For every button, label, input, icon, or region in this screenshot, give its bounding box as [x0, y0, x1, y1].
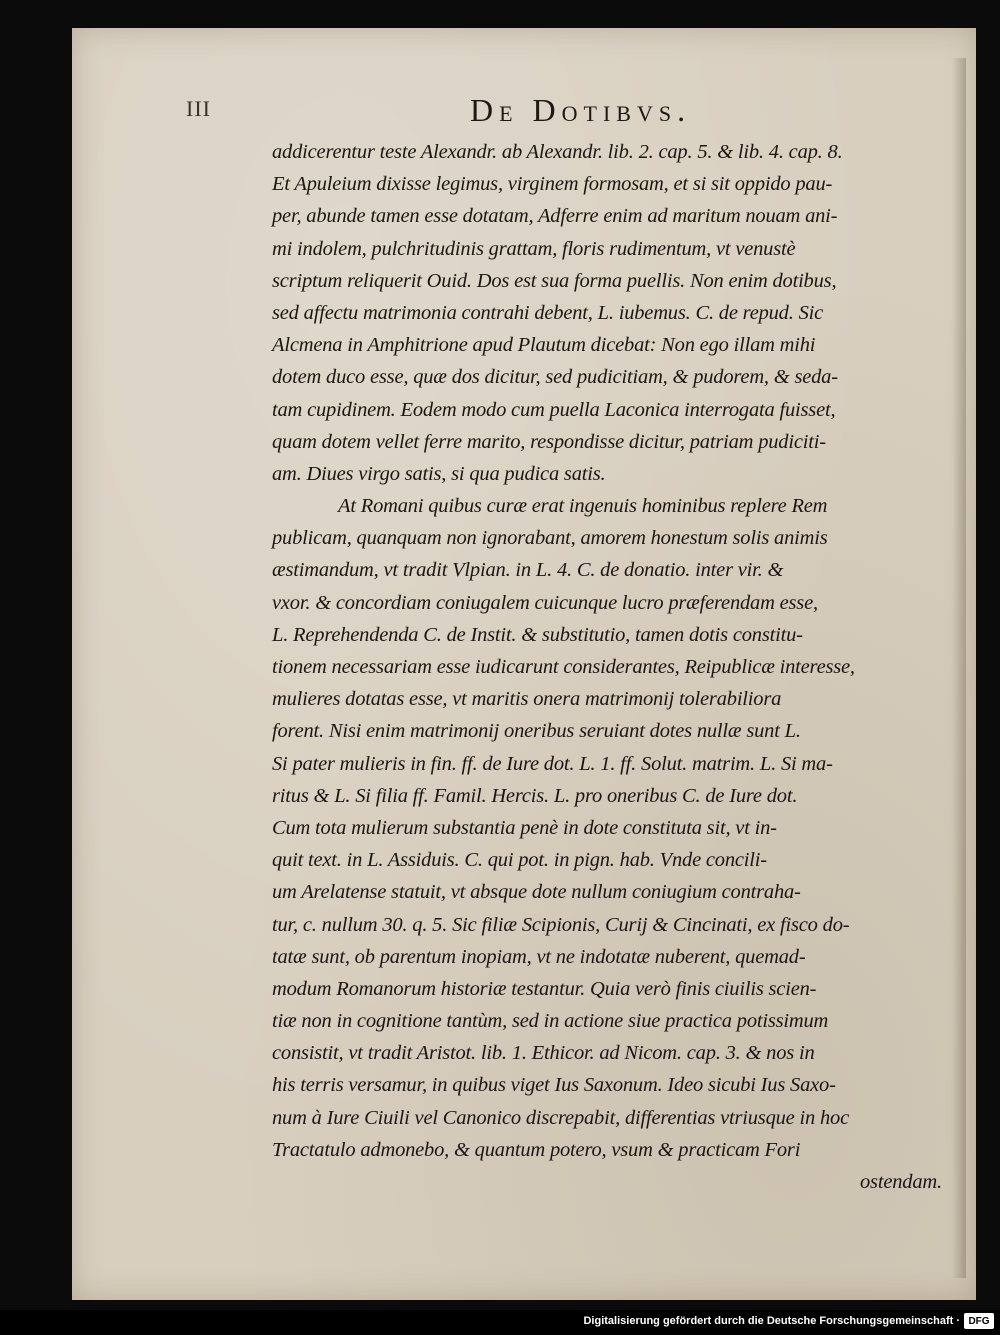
text-line: forent. Nisi enim matrimonij oneribus seruiant dotes nullæ sunt L.	[272, 720, 801, 743]
page-number: III	[186, 96, 211, 121]
text-line: um Arelatense statuit, vt absque dote nullum coniugium contraha-	[272, 881, 801, 904]
running-head: De Dotibvs.	[470, 92, 692, 128]
text-line: tam cupidinem. Eodem modo cum puella Laconica interrogata fuisset,	[272, 398, 836, 421]
text-line: æstimandum, vt tradit Vlpian. in L. 4. C. de donatio. inter vir. &	[272, 559, 784, 582]
text-line: mulieres dotatas esse, vt maritis onera matrimonij tolerabiliora	[272, 688, 782, 711]
text-line: tatæ sunt, ob parentum inopiam, vt ne indotatæ nuberent, quemad-	[272, 945, 806, 968]
text-line: vxor. & concordiam coniugalem cuicunque lucro præferendam esse,	[272, 591, 818, 614]
text-line: per, abunde tamen esse dotatam, Adferre enim ad maritum nouam ani-	[272, 205, 838, 228]
text-line: consistit, vt tradit Aristot. lib. 1. Ethicor. ad Nicom. cap. 3. & nos in	[272, 1042, 815, 1065]
text-line: scriptum reliquerit Ouid. Dos est sua forma puellis. Non enim dotibus,	[272, 269, 837, 292]
text-line: num à Iure Ciuili vel Canonico discrepabit, differentias vtriusque in hoc	[272, 1106, 849, 1129]
funding-credit: Digitalisierung gefördert durch die Deutsche Forschungsgemeinschaft ·	[583, 1315, 960, 1327]
text-line: publicam, quanquam non ignorabant, amorem honestum solis animis	[272, 527, 828, 550]
text-line: his terris versamur, in quibus viget Ius Saxonum. Ideo sicubi Ius Saxo-	[272, 1074, 836, 1097]
text-line: mi indolem, pulchritudinis grattam, floris rudimentum, vt venustè	[272, 237, 796, 260]
text-line: Et Apuleium dixisse legimus, virginem formosam, et si sit oppido pau-	[272, 173, 833, 196]
text-line: L. Reprehendenda C. de Instit. & substitutio, tamen dotis constitu-	[272, 623, 803, 646]
catchword-line: ostendam.	[860, 1171, 942, 1193]
text-line: tiæ non in cognitione tantùm, sed in actione siue practica potissimum	[272, 1010, 829, 1033]
text-line: Si pater mulieris in fin. ff. de Iure dot. L. 1. ff. Solut. matrim. L. Si ma-	[272, 752, 833, 775]
text-line: tionem necessariam esse iudicarunt considerantes, Reipublicæ interesse,	[272, 656, 855, 678]
body-text	[272, 136, 972, 1198]
text-line: modum Romanorum historiæ testantur. Quia verò finis ciuilis scien-	[272, 977, 817, 1000]
text-line: sed affectu matrimonia contrahi debent, L. iubemus. C. de repud. Sic	[272, 301, 824, 324]
text-line: tur, c. nullum 30. q. 5. Sic filiæ Scipionis, Curij & Cincinati, ex fisco do-	[272, 913, 850, 936]
dfg-logo-icon: DFG	[964, 1313, 994, 1329]
text-line: Cum tota mulierum substantia penè in dote constituta sit, vt in-	[272, 816, 777, 839]
text-line: quam dotem vellet ferre marito, respondisse dicitur, patriam pudiciti-	[272, 430, 826, 453]
text-line: dotem duco esse, quæ dos dicitur, sed pudicitiam, & pudorem, & seda-	[272, 366, 838, 389]
text-line: Alcmena in Amphitrione apud Plautum dicebat: Non ego illam mihi	[272, 334, 816, 357]
text-line: am. Diues virgo satis, si qua pudica satis.	[272, 462, 606, 485]
text-line: Tractatulo admonebo, & quantum potero, vsum & practicam Fori	[272, 1138, 801, 1161]
text-line: ritus & L. Si filia ff. Famil. Hercis. L. pro oneribus C. de Iure dot.	[272, 784, 798, 807]
paragraph-start-line: At Romani quibus curæ erat ingenuis hominibus replere Rem	[338, 495, 828, 518]
text-line: addicerentur teste Alexandr. ab Alexandr. lib. 2. cap. 5. & lib. 4. cap. 8.	[272, 141, 843, 163]
text-line: quit text. in L. Assiduis. C. qui pot. in pign. hab. Vnde concili-	[272, 849, 767, 872]
